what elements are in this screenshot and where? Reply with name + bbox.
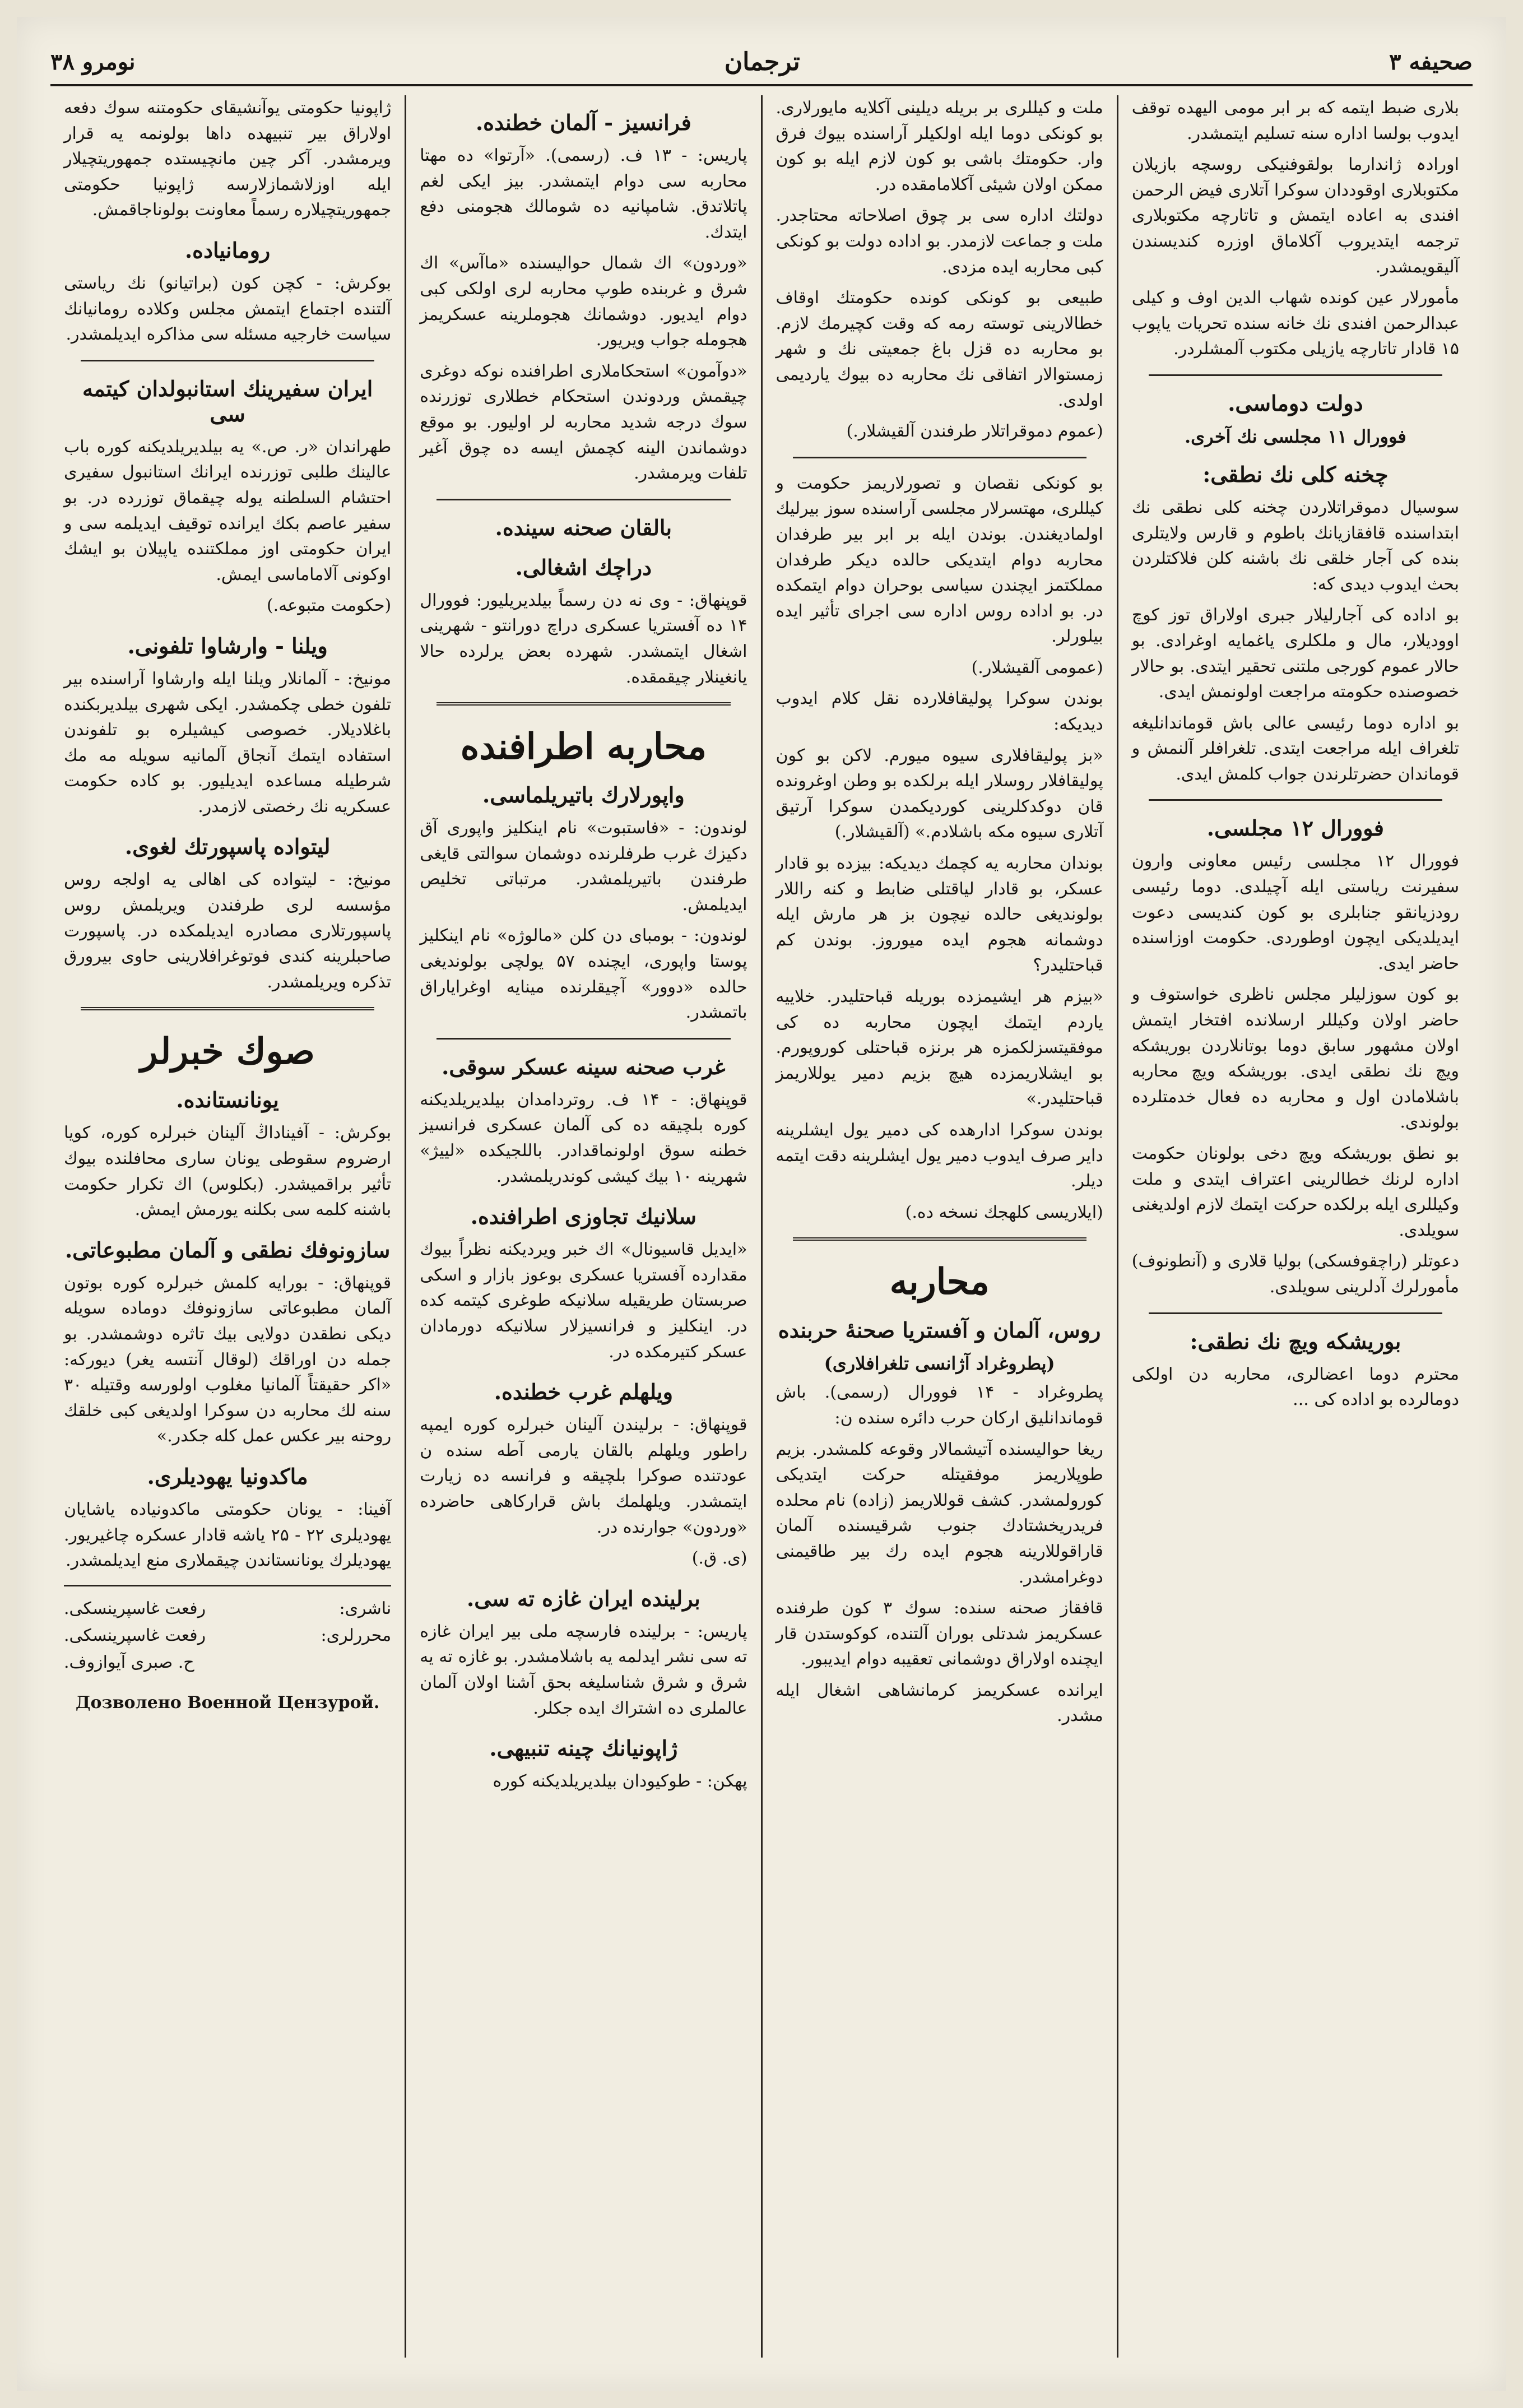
section-heading: چخنه کلی نك نطقی: [1202, 461, 1389, 487]
section-heading: فوورال ۱۲ مجلسی. [1206, 815, 1384, 841]
section-heading: دراچك اشغالی. [515, 554, 652, 580]
section-heading: یونانستانده. [176, 1087, 279, 1113]
article-paragraph: بوکرش: - آفیناداڭ آلینان خبرلره کوره، کویا ارضروم سقوطی یونان ساری محافلنده بیوك تأثیر براقمیشدر. (بکلوس) اك تکرار حکومت باشنه کلمه سی بکلنه یورمش ایمش. [64, 1123, 392, 1220]
section-heading: سلانیك تجاوزی اطرافنده. [470, 1204, 697, 1229]
article-paragraph: (عمومی آلقیشلار.) [971, 657, 1103, 678]
sub-heading: فوورال ۱۱ مجلسی نك آخری. [1184, 425, 1406, 447]
section-heading: روس، آلمان و آفستریا صحنهٔ حربنده [778, 1317, 1101, 1343]
columns [50, 95, 1473, 2358]
column-divider [1149, 1312, 1442, 1314]
section-heading: بوریشکه ویچ نك نطقی: [1190, 1328, 1401, 1354]
article-paragraph: سوسیال دموقراتلاردن چخنه کلی نطقی نك ابتداسنده قافقازیانك باطوم و قارس ولایتلری بنده کی آجار خلقی نك باشنه کلن فلاکتلردن بحث ایدوب دیدی که: [1131, 497, 1459, 594]
article-paragraph: دولتك اداره سی بر چوق اصلاحاته محتاجدر. ملت و جماعت لازمدر. بو اداده دولت بو کونکی کبی محاربه ایده مزدی. [776, 206, 1103, 277]
article-paragraph: لوندون: - بومبای دن کلن «مالوژه» نام اینکلیز پوستا واپوری، ایچنده ۵۷ یولچی بولوندیغی حالده «دوور» آچیقلرنده مینایه اوغرایاراق باتمشدر. [420, 926, 747, 1023]
section-heading: محاربه [889, 1261, 990, 1303]
article-paragraph: ریغا حوالیسنده آتیشمالار وقوعه کلمشدر. بزیم طوپلاریمز موفقیتله حرکت ایتدیکی کورولمشدر. کشف قوللاریمز (زاده) نام محلده فریدریخشتادك جنوب شرقیسنده آلمان قاراقوللارینه هجوم ایده رك بیر طاقیمنی دوغرامشدر. [776, 1439, 1103, 1587]
section-heading: بالقان صحنه سینده. [495, 514, 672, 540]
article-paragraph: مونیخ: - لیتواده کی اهالی یه اولجه روس مؤسسه لری طرفندن ویریلمش روس پاسپورتلاری مصادره ایدیلمکده در. پاسپورت صاحبلرینه کندی فوتوغرافلارینی حاوی بیرورق تذکره ویریلمشدر. [64, 870, 392, 992]
column-1 [1117, 95, 1473, 2358]
article-paragraph: قافقاز صحنه سنده: سوك ۳ کون طرفنده عسکریمز شدتلی بوران آلتنده، کوکوستدن قار ایچنده اولاراق دوشمانی تعقیبه دوام ایدیبور. [776, 1598, 1103, 1669]
article-paragraph: پهکن: - طوکیودان بیلدیریلدیکنه کوره [493, 1771, 747, 1792]
article-paragraph: پاریس: - برلینده فارسچه ملی بیر ایران غازه ته سی نشر ایدلمه یه باشلامشدر. بو غازه ته یه شرق و شرق شناسلیغه بحق آشنا اولان آلمان عالملری ده اشتراك ایده جکلر. [420, 1621, 747, 1718]
article-paragraph: بو اداره دوما رئیسی عالی باش قوماندانلیغه تلغراف ایله مراجعت ایتدی. تلغرافلر آلنمش و قوماندان حضرتلرندن جواب کلمش ایدی. [1131, 713, 1459, 784]
article-paragraph: بلاری ضبط ایتمه که بر ابر مومی الیهده توقف ایدوب بولسا اداره سنه تسلیم ایتمشدر. [1131, 98, 1459, 143]
section-heading: ویلنا - وارشاوا تلفونی. [127, 633, 328, 658]
section-heading: دولت دوماسی. [1228, 390, 1363, 416]
column-divider [81, 1007, 374, 1010]
column-divider [437, 702, 730, 706]
page-number: صحيفه ٣ [1389, 48, 1473, 75]
article-paragraph: لوندون: - «فاستبوت» نام اینکلیز واپوری آق دکیزك غرب طرفلرنده دوشمان سوالتی قایغی طرفندن باتیریلمشدر. مرتباتی تخلیص ایدیلمش. [420, 818, 747, 915]
article-paragraph: محترم دوما اعضالری، محاربه دن اولکی دومالرده بو اداده کی ... [1131, 1364, 1459, 1410]
article-paragraph: بوکرش: - کچن کون (براتیانو) نك ریاستی آلتنده اجتماع ایتمش مجلس وکلاده رومانیانك سیاست خارجیه مسئله سی مذاکره ایدیلمشدر. [64, 273, 392, 345]
column-divider [1149, 799, 1442, 801]
column-divider [437, 1038, 730, 1040]
publisher-label: ناشری: [339, 1598, 392, 1618]
editors-label: محررلری: [321, 1625, 392, 1645]
article-paragraph: اورادہ ژاندارما بولقوفنیکی روسچه بازیلان مکتوبلاری اوقوددان سوکرا آتلاری فیض الرحمن افندی به اعاده ایتمش و تاتارچه مکتوبلاری ترجمه ایتدیروب آکلاماق اوزره کندیسندن آلیقویمشدر. [1131, 155, 1459, 277]
column-divider [793, 457, 1086, 458]
section-heading: واپورلارك باتیریلماسی. [482, 782, 685, 808]
article-paragraph: «بز پولیقافلاری سیوه میورم. لاکن بو کون پولیقافلار روسلار ایله برلکده بو وطن اوغرونده قان دوکدکلرینی کوردیکمدن سوکرا آرتیق آتلاری سیوه مکه باشلادم.» (آلقیشلار.) [776, 745, 1103, 842]
publisher-name: رفعت غاسپرینسکی. [64, 1598, 206, 1618]
article-paragraph: بو کون سوزلیلر مجلس ناظری خواستوف و حاضر اولان وکیللر ارسلانده افتخار ایتمش اولان مشهور سابق دوما بوتانلاردن بوریشکه ویچ نك نطقی ایدی. بوریشکه ویچ محاربه باشلامادن اول و محاربه ده فعال خدمتلرده بولوندی. [1131, 985, 1459, 1133]
article-paragraph: فوورال ۱۲ مجلسی رئیس معاونی وارون سفیرنت ریاستی ایله آچیلدی. دوما رئیسی رودزیانقو جنابلری بو کون کندیسی دعوت ایدیلدیکی ایچون اوطوردی. حکومت اوزاسنده حاضر ایدی. [1131, 851, 1459, 973]
article-paragraph: طهراندان «ر. ص.» یه بیلدیریلدیکنه کوره باب عالینك طلبی توزرنده ایرانك استانبول سفیری احتشام السلطنه یوله چیقماق توزرده در. بو سفیر عاصم بکك ایرانده توقیف ایدیلمه سی و ایران حکومتی اوز مملکتنده یاپیلان بو ایشك اوکونی آلاماماسی ایمش. [64, 437, 392, 584]
section-heading: فرانسیز - آلمان خطنده. [475, 110, 691, 135]
section-heading: سازونوفك نطقی و آلمان مطبوعاتی. [64, 1237, 391, 1263]
section-heading: صوك خبرلر [140, 1031, 315, 1073]
section-heading: غرب صحنه سینه عسکر سوقی. [442, 1054, 726, 1079]
editor-name: رفعت غاسپرینسکی. [64, 1625, 206, 1645]
article-paragraph: طبیعی بو کونکی کونده حکومتك اوقاف خطالارینی توسته رمه که وقت کچیرمك لازم. بو محاربه ده قزل باغ جمعیتی نك و شهر زمستوالار اتفاقی نك محاربه ده بیوك یاردیمی اولدی. [776, 288, 1103, 410]
editor-name: ح. صبری آیوازوف. [64, 1652, 194, 1672]
censor-note: Дозволено Военной Цензурой. [75, 1692, 380, 1713]
article-paragraph: مأمورلار عین کونده شهاب الدین اوف و کیلی عبدالرحمن افندی نك خانه سنده تحریات یاپوب ۱۵ قادار تاتارچه یازیلی مکتوب آلمشلردر. [1131, 288, 1459, 359]
editors-row [64, 1622, 391, 1649]
article-paragraph: ژاپونیا حکومتی یوآنشیقای حکومتنه سوك دفعه اولاراق بیر تنبیهده داها بولونمه یه قرار ویرمشدر. آکر چین مانچیستده جمهوریتچیلار ایله اوزلاشمازلارسه ژاپونیا حکومتی جمهوریتچیلاره رسماً معاونت بولوناجاقمش. [64, 98, 392, 220]
issue-number: نومرو ٣٨ [50, 48, 136, 75]
imprint-footer [64, 1585, 391, 1716]
section-heading: لیتواده پاسپورتك لغوی. [124, 834, 331, 860]
article-paragraph: پطروغراد - ۱۴ فوورال (رسمی). باش قوماندانلیق ارکان حرب دائره سنده ن: [776, 1382, 1103, 1428]
article-paragraph: بو اداده کی آجارلیلار جبری اولاراق توز کوچ اوودیلار، مال و ملکلری یاغمایه اوغرادی. بو حالار عموم کورجی ملتنی تحقیر ایتدی. بو حالار خصوصنده حکومته مراجعت اولونمش ایدی. [1131, 605, 1459, 702]
article-paragraph: قوپنهاق: - وی نه دن رسماً بیلدیریلیور: فوورال ۱۴ ده آفستریا عسکری دراچ دورانتو - شهرینی اشغال ایتمشدر. شهرده بعض یرلرده حالا یانغینلار چیقمقده. [420, 590, 747, 687]
column-3 [405, 95, 760, 2358]
article-paragraph: پاریس: - ۱۳ ف. (رسمی). «آرتوا» ده مهتا محاربه سی دوام ایتمشدر. بیز ایکی لغم پاتلاتدق. شامپانیه ده شومالك هجومنی دفع ایتدك. [420, 146, 747, 242]
article-paragraph: قوپنهاق: - بورایه کلمش خبرلره کوره بوتون آلمان مطبوعاتی سازونوفك دوماده سویله دیکی نطقدن دولایی بیك تاثره دوشمشدر. بو جمله دن اوراقك (لوقال آنتسه یغر) دیورکه: «اکر حقیقتاً آلمانیا مغلوب اولورسه وقتیله ۳۰ سنه لك محاربه دن سوکرا اولدیغی کبی خلقك روحنه بیر عکس عمل کله جکدر.» [64, 1273, 392, 1446]
article-paragraph: قوپنهاق: - برلیندن آلینان خبرلره کوره ایمپه راطور ویلهلم بالقان یارمی آطه سنده ن عودتنده صوکرا بلچیقه و فرانسه ده زیارت ایتمشدر. ویلهلمك باش قرارکاهی حاضرده «وردون» جوارنده در. [420, 1415, 747, 1537]
article-paragraph: (ایلاریسی کلهجك نسخه ده.) [905, 1202, 1103, 1222]
column-divider [793, 1237, 1086, 1241]
section-heading: ژاپونیانك چینه تنبیهی. [489, 1736, 678, 1761]
publisher-row [64, 1595, 391, 1622]
article-paragraph: (ی. ق.) [691, 1548, 747, 1569]
section-heading: برلینده ایران غازه ته سی. [466, 1585, 700, 1611]
section-heading: رومانیاده. [184, 237, 271, 263]
column-2 [761, 95, 1117, 2358]
article-paragraph: «وردون» اك شمال حوالیسنده «ماآس» اك شرق و غربنده طوپ محاربه لری اولکی کبی دوام ایدیور. دوشمانك هجوملرینه عسکریمز هجومله جواب ویریور. [420, 253, 747, 350]
section-heading: محاربه اطرافنده [460, 726, 707, 768]
article-paragraph: ملت و کیللری بر بریله دیلینی آکلایه مایورلاری. بو کونکی دوما ایله اولکیلر آراسنده بیوك فرق وار. حکومتك باشی بو کون لازم ایله بو کون ممکن اولان شیئی آکلامامقده در. [776, 98, 1103, 194]
article-paragraph: (عموم دموقراتلار طرفندن آلقیشلار.) [846, 421, 1103, 442]
article-paragraph: «بیزم هر ایشیمزده بوریله قباحتلیدر. خلاییه یاردم ایتمك ایچون محاربه ده کی موفقیتسزلکمزه هر برنزه قباحتلی کوروپورم. بو ایشلاریمزده هیچ بزیم دمیر یوللاریمز قباحتلیدر.» [776, 987, 1103, 1109]
section-heading: ایران سفیرینك استانبولدان کیتمه سی [82, 375, 373, 426]
article-paragraph: بو کونکی نقصان و تصورلاریمز حکومت و کیللری، مهتسرلار مجلسی آراسنده سوز بیرلیك اولمادیغندن. بوندن ایله بر ابر بیر طرفدان محاربه دوام ایتدیکی حالده دیکر طرفدان مملکتمز ایچندن سیاسی بوحران دوام ایتمکده در. بو اداده روس اداره سی اجرای تأثیر ایده بیلورلر. [776, 473, 1103, 647]
article-paragraph: «ایدیل قاسیونال» اك خبر ویردیکنه نظراً بیوك مقدارده آفستریا عسکری بوعوز بازار و اسکی صربستان طریقیله سلانیکه طوغری کیتمه کده در. اینکلیز و فرانسیزلار سلانیکه دورمادان عسکر کتیرمکده در. [420, 1240, 747, 1362]
article-paragraph: «دوآمون» استحکاملاری اطرافنده نوکه دوغری چیقمش وردوندن استحکام خطلاری توزرنده سوك درجه شدید محاربه لر اولیور. بو موقع دوشماندن الینه کچمش ایسه ده چوق آغیر تلفات ویرمشدر. [420, 361, 747, 484]
newspaper-name: ترجمان [724, 47, 800, 76]
article-paragraph: قوپنهاق: - ۱۴ ف. روتردامدان بیلدیریلدیکنه کوره بلچیقه ده کی آلمان عسکری فرانسیز خطنه سوق اولونماقدادر. باللجیکده «لییژ» شهرینه ۱۰ بیك کیشی کوندریلمشدر. [420, 1089, 747, 1186]
article-paragraph: بوندن سوکرا پولیقافلارده نقل کلام ایدوب دیدیکه: [776, 689, 1103, 735]
article-paragraph: بوندان محاربه یه کچمك دیدیکه: بیزده بو قادار عسکر، بو قادار لیاقتلی ضابط و کنه راللار بولوندیغی حالده نیچون بز هر مارش ایله دوشمانه هجوم ایده میوروز. بوندن کم قباحتلیدر؟ [776, 853, 1103, 976]
article-paragraph: آفینا: - یونان حکومتی ماکدونیاده یاشایان یهودیلری ۲۲ - ۲۵ یاشه قادار عسکره چاغیریور. یهودیلرك یونانستاندن چیقملاری منع ایدیلمشدر. [64, 1499, 392, 1571]
article-paragraph: دعوتلر (راچقوفسکی) بولیا قلاری و (آنطونوف) مأمورلرك آدلرینی سویلدی. [1131, 1251, 1459, 1297]
section-heading: ویلهلم غرب خطنده. [494, 1379, 673, 1405]
column-divider [437, 499, 730, 500]
article-paragraph: بوندن سوکرا ادارهده کی دمیر یول ایشلرینه دایر صرف ایدوب دمیر یول ایشلرینه دقت ایتمه دیلر. [776, 1120, 1103, 1191]
article-paragraph: (حکومت متبوعه.) [266, 596, 392, 616]
newspaper-page [17, 17, 1506, 2391]
section-heading: ماکدونیا یهودیلری. [147, 1463, 308, 1489]
article-paragraph: مونیخ: - آلمانلار ویلنا ایله وارشاوا آراسنده بیر تلفون خطی چکمشدر. ایکی شهری بیلدیربکنده باغلادیلار. خصوصی کیشیلره بو تلفوندن استفاده ایتمك آنجاق آلمانیه سویله مه مك شرطیله مساعده ایدیلیور. بو کاده حکومت عسکریه نك رخصتی لازمدر. [64, 669, 392, 816]
column-divider [1149, 374, 1442, 376]
column-divider [81, 360, 374, 361]
article-paragraph: بو نطق بوریشکه ویچ دخی بولونان حکومت اداره لرنك خطالرینی اعتراف ایتدی و ملت وکیللری ایله برلکده حرکت ایتمك لازم اولدیغنی سویلدی. [1131, 1144, 1459, 1240]
article-paragraph: ایرانده عسکریمز کرمانشاهی اشغال ایله مشدر. [776, 1680, 1103, 1726]
column-4 [50, 95, 405, 2358]
editors-row-2 [64, 1649, 391, 1676]
sub-heading: (پطروغراد آژانسی تلغرافلاری) [824, 1353, 1055, 1375]
masthead [50, 39, 1473, 86]
